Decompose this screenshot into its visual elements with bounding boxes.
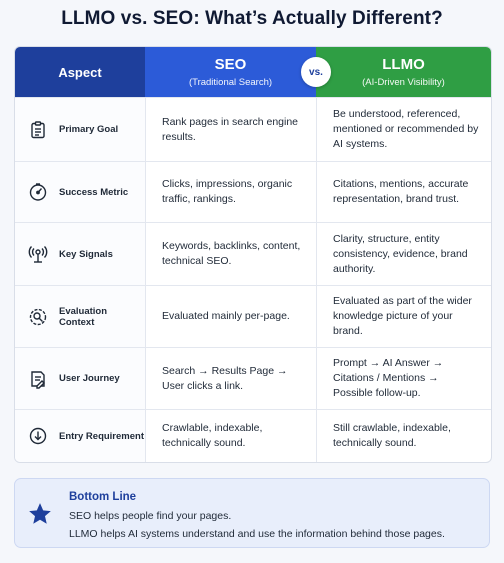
seo-cell: Crawlable, indexable, technically sound. [145, 410, 316, 462]
aspect-label: User Journey [59, 373, 120, 384]
table-row [15, 285, 491, 347]
page-title: LLMO vs. SEO: What’s Actually Different? [61, 8, 443, 29]
gauge-icon [27, 181, 49, 203]
header-llmo [316, 47, 491, 97]
bottom-line-text-1: SEO helps people find your pages. [69, 510, 232, 522]
seo-cell: Search → Results Page → User clicks a link. [145, 348, 316, 409]
table-header [15, 47, 491, 97]
llmo-cell: Be understood, referenced, mentioned or recommended by AI systems. [316, 98, 491, 161]
llmo-cell: Citations, mentions, accurate representation, brand trust. [316, 162, 491, 222]
magnifier-icon [27, 306, 49, 328]
seo-cell: Rank pages in search engine results. [145, 98, 316, 161]
table-row [15, 161, 491, 222]
download-circle-icon [27, 425, 49, 447]
seo-cell: Clicks, impressions, organic traffic, rankings. [145, 162, 316, 222]
signal-icon [27, 243, 49, 265]
bottom-line-text-2: LLMO helps AI systems understand and use the information behind those pages. [69, 528, 445, 540]
star-icon [27, 501, 53, 527]
llmo-cell: Still crawlable, indexable, technically sound. [316, 410, 491, 462]
header-llmo-subtitle: (AI-Driven Visibility) [362, 77, 445, 88]
aspect-label: Primary Goal [59, 124, 119, 135]
header-seo-title: SEO [214, 56, 247, 73]
table-row [15, 97, 491, 161]
aspect-label: Evaluation Context [59, 305, 108, 328]
vs-badge: vs. [301, 57, 331, 87]
aspect-cell [15, 348, 145, 409]
aspect-label: Key Signals [59, 248, 113, 260]
header-llmo-title: LLMO [382, 56, 425, 73]
bottom-line-title: Bottom Line [69, 491, 137, 503]
table-row [15, 347, 491, 409]
aspect-label: Entry Requirement [59, 430, 144, 442]
clipboard-icon [27, 119, 49, 141]
table-row [15, 409, 491, 462]
bottom-line-box [14, 478, 490, 548]
llmo-cell: Prompt → AI Answer → Citations / Mentions → Possible follow-up. [316, 348, 491, 409]
aspect-label: Success Metric [59, 186, 129, 198]
seo-cell: Evaluated mainly per-page. [145, 286, 316, 347]
header-seo [145, 47, 316, 97]
table-row [15, 222, 491, 285]
comparison-table [14, 46, 492, 463]
header-aspect: Aspect [15, 47, 145, 97]
aspect-cell [15, 410, 145, 462]
aspect-cell [15, 162, 145, 222]
aspect-cell [15, 223, 145, 285]
seo-cell: Keywords, backlinks, content, technical SEO. [145, 223, 316, 285]
header-seo-subtitle: (Traditional Search) [188, 77, 273, 88]
aspect-cell [15, 286, 145, 347]
aspect-cell [15, 98, 145, 161]
llmo-cell: Clarity, structure, entity consistency, evidence, brand authority. [316, 223, 491, 285]
llmo-cell: Evaluated as part of the wider knowledge picture of your brand. [316, 286, 491, 347]
user-path-icon [27, 368, 49, 390]
